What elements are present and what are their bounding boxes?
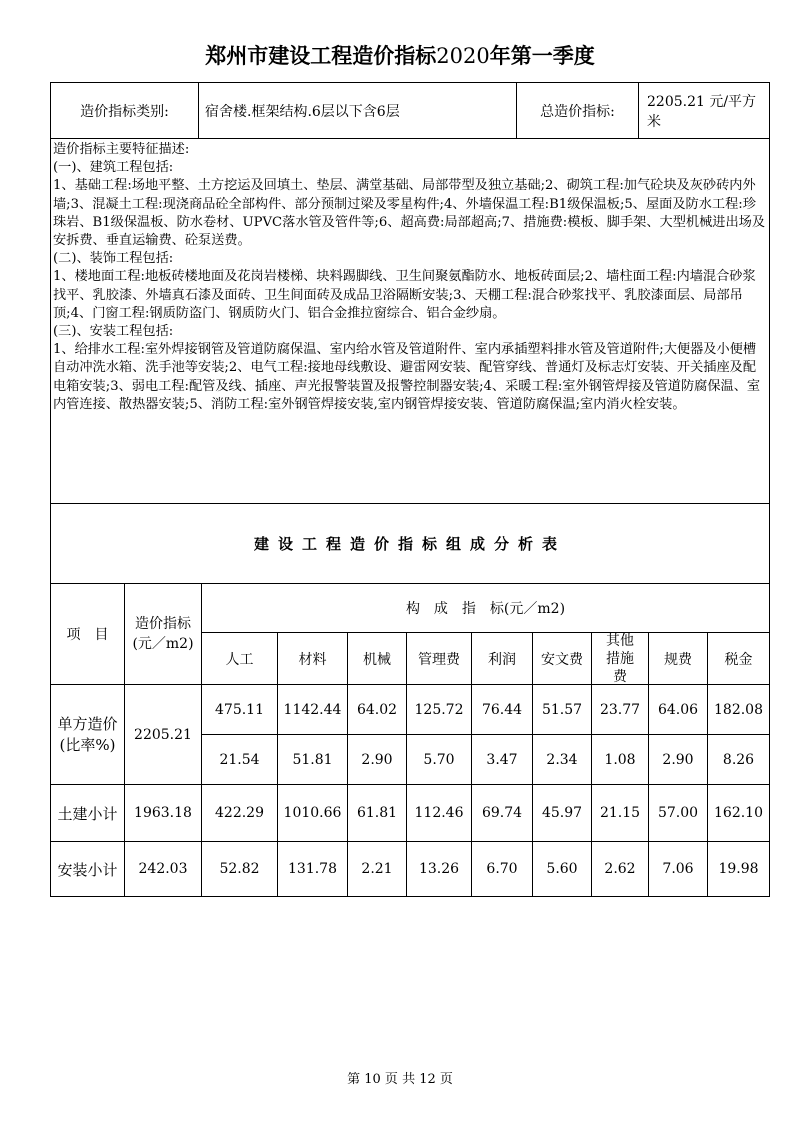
table-cell: 13.26 [418,861,460,877]
table-cell: 52.82 [219,861,260,877]
table-cell: 422.29 [215,805,264,821]
row-total-civil: 1963.18 [134,805,192,821]
row-total-install: 242.03 [138,861,188,877]
table-cell: 1010.66 [283,805,342,821]
table-cell: 7.06 [662,861,694,877]
table-cell: 69.74 [481,805,523,821]
ratio-cell: 2.90 [361,751,393,768]
table-cell: 6.70 [486,861,518,877]
sub-col-material: 材料 [298,651,327,668]
ratio-cell: 21.54 [219,751,260,768]
sub-col-labor: 人工 [225,651,254,668]
col-index-header: 造价指标(元／m2) [132,616,194,652]
table-cell: 112.46 [414,805,464,821]
row-label-civil: 土建小计 [57,804,118,823]
table-cell: 5.60 [546,861,578,877]
row-total-unit-cost: 2205.21 [134,726,192,743]
section-title: (三)、安装工程包括: [53,324,174,340]
table-cell: 64.02 [356,701,398,718]
index-header-row [50,82,770,139]
table-cell: 475.11 [215,701,264,718]
ratio-cell: 8.26 [722,751,755,768]
ratio-cell: 2.34 [546,751,578,768]
table-cell: 2.21 [361,861,393,877]
table-cell: 19.98 [718,861,759,877]
sub-col-management: 管理费 [418,651,460,668]
category-value: 宿舍楼.框架结构.6层以下含6层 [199,83,517,138]
total-label: 总造价指标: [517,83,639,138]
ratio-cell: 2.90 [662,751,694,768]
ratio-cell: 3.47 [486,751,518,768]
feature-description [50,138,770,504]
section-body: 1、楼地面工程:地板砖楼地面及花岗岩楼梯、块料踢脚线、卫生间聚氨酯防水、地板砖面层;2、墙柱面工程:内墙混合砂浆找平、乳胶漆、外墙真石漆及面砖、卫生间面砖及成品卫浴隔断安装;3、天棚工程:混合砂浆找平、乳胶漆面层、局部吊顶;4、门窗工程:钢质防盗门、钢质防火门、铝合金推拉窗综合、铝合金纱扇。 [53,269,756,321]
section-body: 1、基础工程:场地平整、土方挖运及回填土、垫层、满堂基础、局部带型及独立基础;2、砌筑工程:加气砼块及灰砂砖内外墙;3、混凝土工程:现浇商品砼全部构件、部分预制过梁及零星构件;4、外墙保温工程:B1级保温板;5、屋面及防水工程:珍珠岩、B1级保温板、防水卷材、UPVC落水管及管件等;6、超高费:局部超高;7、措施费:模板、脚手架、大型机械进出场及安拆费、垂直运输费、砼泵送费。 [53,178,766,249]
sub-col-fees: 规费 [664,651,692,668]
table-cell: 45.97 [541,805,583,821]
table-cell: 51.57 [541,701,583,718]
section-title: (二)、装饰工程包括: [53,251,174,267]
table-cell: 57.00 [657,805,699,821]
col-item-header: 项 目 [66,627,109,643]
table-cell: 125.72 [414,701,464,718]
table-cell: 1142.44 [283,701,342,718]
table-cell: 2.62 [604,861,636,877]
table-cell: 64.06 [657,701,699,718]
ratio-cell: 5.70 [423,751,455,768]
ratio-cell: 1.08 [604,751,636,768]
section-body: 1、给排水工程:室外焊接钢管及管道防腐保温、室内给水管及管道附件、室内承插塑料排水管及管道附件;大便器及小便槽自动冲洗水箱、洗手池等安装;2、电气工程:接地母线敷设、避雷网安装、配管穿线、普通灯及标志灯安装、开关插座及配电箱安装;3、弱电工程:配管及线、插座、声光报警装置及报警控制器安装;4、采暖工程:室外钢管焊接及管道防腐保温、室内管连接、散热器安装;5、消防工程:室外钢管焊接安装,室内钢管焊接安装、管道防腐保温;室内消火栓安装。 [53,342,761,412]
sub-col-profit: 利润 [488,651,516,668]
category-label: 造价指标类别: [51,83,199,138]
row-label-install: 安装小计 [57,860,118,879]
table-cell: 23.77 [599,701,641,718]
table-cell: 61.81 [356,805,398,821]
sub-col-other-measures: 其他措施费 [606,632,634,685]
row-label-unit-cost: 单方造价(比率%) [57,714,118,754]
table-cell: 21.15 [599,805,641,821]
table-cell: 162.10 [714,805,763,821]
analysis-table [50,583,770,897]
col-group-header: 构 成 指 标(元／m2) [405,601,566,617]
ratio-cell: 51.81 [292,751,333,768]
sub-col-safety: 安文费 [541,651,583,668]
sub-col-machine: 机械 [363,651,391,668]
table-cell: 182.08 [714,701,763,718]
table-title: 建设工程造价指标组成分析表 [50,503,770,584]
section-title: (一)、建筑工程包括: [53,160,174,176]
sub-col-tax: 税金 [724,651,753,668]
table-cell: 76.44 [481,701,523,718]
description-heading: 造价指标主要特征描述: [53,142,190,157]
page-number: 第 10 页 共 12 页 [347,1072,453,1087]
table-cell: 131.78 [288,861,337,877]
total-value: 2205.21 元/平方米 [647,93,757,130]
page-title: 郑州市建设工程造价指标2020年第一季度 [205,44,595,68]
